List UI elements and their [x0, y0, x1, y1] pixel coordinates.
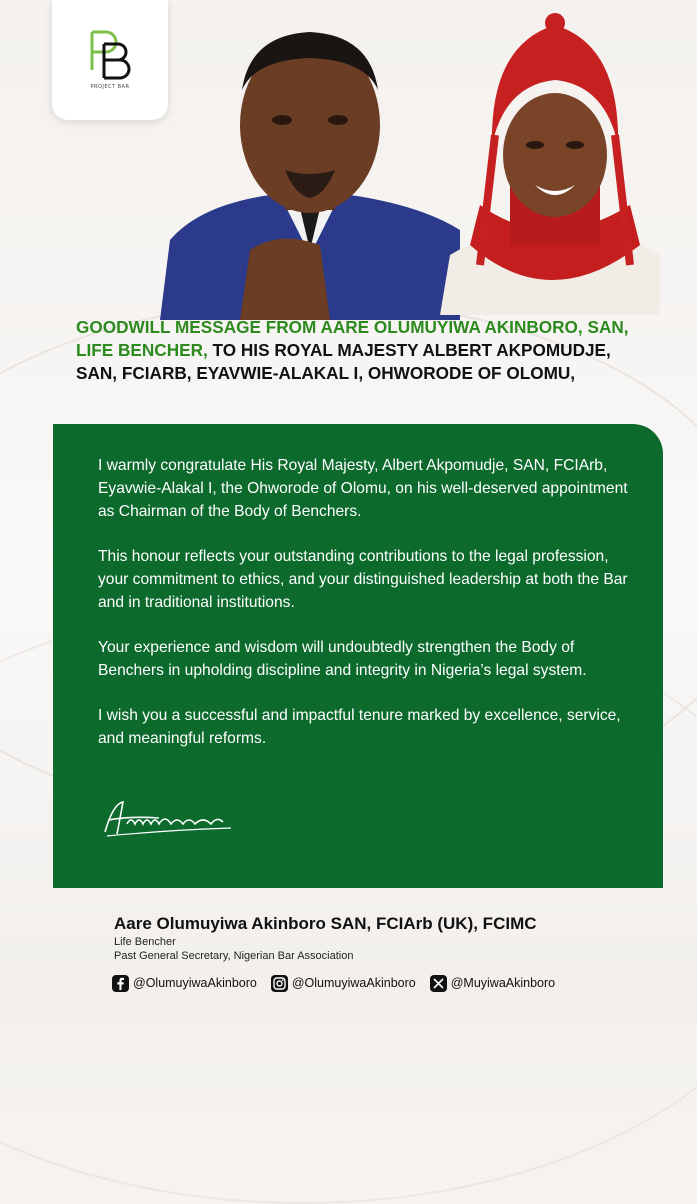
- message-paragraph: I warmly congratulate His Royal Majesty, Albert Akpomudje, SAN, FCIArb, Eyavwie-Alakal I, the Ohworode of Olomu, on his well-deserved appointment as Chairman of the Body of Benchers.: [98, 457, 628, 520]
- instagram-handle-text: @OlumuyiwaAkinboro: [291, 976, 416, 990]
- headline: [76, 316, 636, 385]
- message-paragraph: Your experience and wisdom will undoubtedly strengthen the Body of Benchers in upholding discipline and integrity in Nigeria’s legal system.: [98, 639, 587, 679]
- headline-green-part: GOODWILL MESSAGE FROM AARE OLUMUYIWA AKINBORO, SAN, LIFE BENCHER,: [76, 317, 629, 360]
- signature-image: [99, 794, 239, 844]
- portrait-akinboro: [160, 20, 460, 320]
- facebook-icon: [112, 975, 129, 992]
- logo-subtitle: PROJECT BAR: [90, 84, 130, 90]
- message-card: [53, 424, 663, 888]
- message-paragraph: I wish you a successful and impactful tenure marked by excellence, service, and meaningful reforms.: [98, 707, 621, 747]
- instagram-handle[interactable]: [271, 975, 416, 992]
- message-paragraph: This honour reflects your outstanding contributions to the legal profession, your commitment to ethics, and your distinguished leadership at both the Bar and in traditional institutions.: [98, 548, 628, 611]
- signer-name: Aare Olumuyiwa Akinboro SAN, FCIArb (UK), FCIMC: [114, 914, 537, 933]
- signer-role: Past General Secretary, Nigerian Bar Association: [114, 950, 354, 962]
- facebook-handle[interactable]: [112, 975, 257, 992]
- x-icon: [430, 975, 447, 992]
- project-bar-logo-icon: [86, 30, 136, 82]
- portrait-royal-majesty: [440, 5, 660, 315]
- x-handle-text: @MuyiwaAkinboro: [450, 976, 556, 990]
- message-body: [98, 454, 628, 772]
- x-handle[interactable]: [430, 975, 555, 992]
- facebook-handle-text: @OlumuyiwaAkinboro: [133, 976, 257, 990]
- signer-title: Life Bencher: [114, 936, 176, 948]
- social-handles: [112, 973, 569, 993]
- headline-black-part: TO HIS ROYAL MAJESTY ALBERT AKPOMUDJE, SAN, FCIARB, EYAVWIE-ALAKAL I, OHWORODE OF OLOMU,: [76, 340, 611, 383]
- logo-card: [52, 0, 168, 120]
- instagram-icon: [271, 975, 288, 992]
